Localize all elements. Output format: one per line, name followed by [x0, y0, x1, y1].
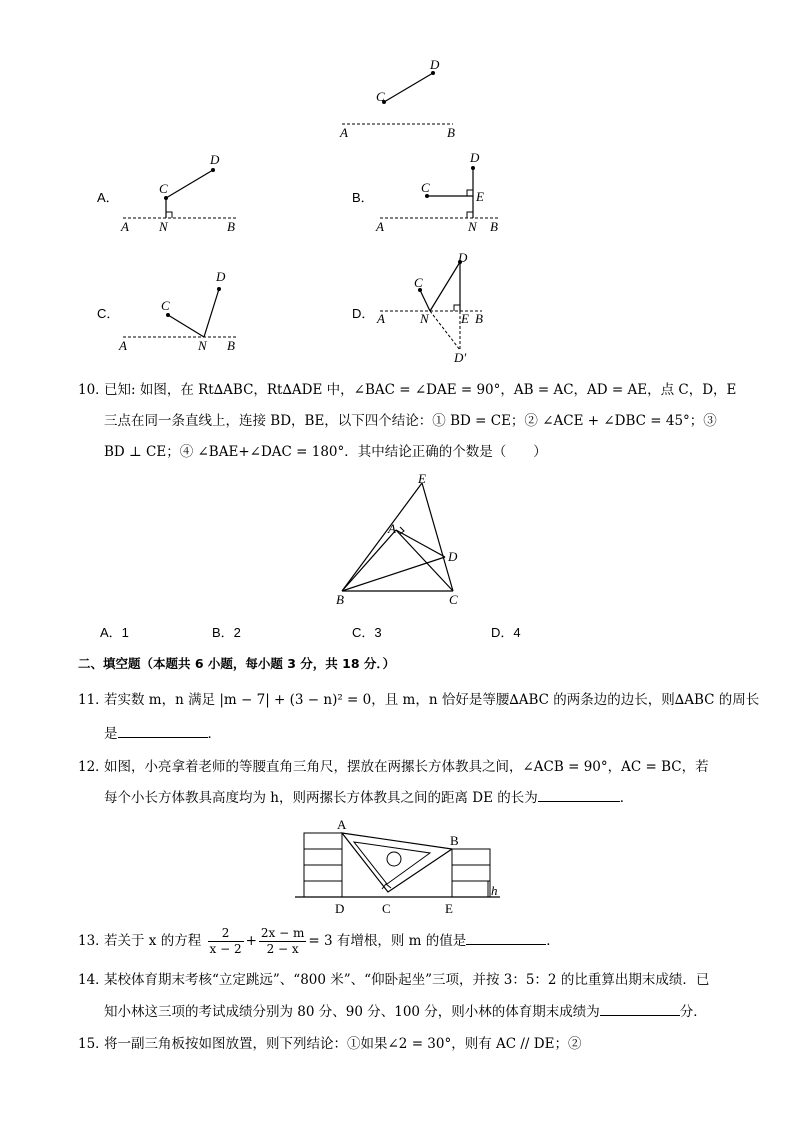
segment-cd [384, 73, 433, 102]
svg-text:h: h [491, 883, 498, 898]
svg-text:D′: D′ [454, 350, 467, 365]
svg-text:C: C [414, 275, 423, 290]
q11-number: 11． [78, 692, 109, 708]
q12-line2: 每个小长方体教具高度均为 h，则两摞长方体教具之间的距离 DE 的长为 ． [104, 787, 633, 808]
q11-answer-blank[interactable] [118, 723, 208, 738]
svg-text:B: B [227, 219, 235, 234]
q10-line2: 三点在同一条直线上，连接 BD，BE，以下四个结论：① BD = CE；② ∠ACE + ∠DBC = 45°；③ [104, 413, 717, 429]
q14-number: 14． [78, 972, 109, 988]
q14-line1: 某校体育期末考核“立定跳远”、“800 米”、“仰卧起坐”三项，并按 3：5：2 的比重算出期末成绩．已 [104, 972, 710, 988]
q11-line1: 若实数 m，n 满足 |m − 7| + (3 − n)² = 0，且 m，n 恰好是等腰∆ABC 的两条边的边长，则∆ABC 的周长 [104, 692, 760, 708]
option-a-figure [115, 150, 245, 240]
svg-text:N: N [159, 219, 168, 234]
option-a-letter: A． [97, 190, 119, 205]
svg-text:N: N [420, 311, 429, 326]
svg-text:E: E [476, 189, 484, 204]
q10-line3: BD ⊥ CE；④ ∠BAE+∠DAC = 180°．其中结论正确的个数是（ ） [104, 444, 547, 460]
svg-text:B: B [490, 219, 498, 234]
svg-text:A: A [388, 521, 396, 536]
svg-text:A: A [337, 817, 347, 832]
option-b-letter: B． [352, 190, 374, 205]
q12-answer-blank[interactable] [538, 787, 620, 802]
q14-answer-blank[interactable] [600, 1001, 680, 1016]
svg-text:C: C [161, 298, 170, 313]
option-b-figure [372, 150, 512, 240]
label-c: C [376, 89, 385, 104]
svg-text:A: A [376, 219, 384, 234]
svg-text:N: N [468, 219, 477, 234]
svg-text:D: D [216, 269, 226, 284]
svg-text:D: D [470, 150, 480, 165]
svg-text:A: A [121, 219, 129, 234]
option-d-letter: D． [352, 306, 375, 321]
svg-text:E: E [445, 901, 453, 916]
svg-text:C: C [382, 901, 391, 916]
option-d-figure [372, 250, 512, 370]
svg-text:B: B [227, 338, 235, 353]
q10-choice-c[interactable]: C．3 [352, 625, 382, 640]
svg-text:E: E [418, 471, 426, 486]
svg-text:D: D [458, 250, 468, 265]
q10-choice-a[interactable]: A．1 [100, 625, 129, 640]
q15-line1: 将一副三角板按如图放置，则下列结论：①如果∠2 = 30°，则有 AC // DE；② [104, 1036, 582, 1052]
figure-top [330, 55, 470, 145]
label-d: D [430, 57, 440, 72]
q13-number: 13． [78, 933, 109, 949]
section-2-heading: 二、填空题（本题共 6 小题，每小题 3 分，共 18 分．） [78, 656, 396, 671]
q15-number: 15． [78, 1036, 109, 1052]
label-b: B [447, 125, 455, 140]
svg-text:B: B [450, 833, 459, 848]
option-c-letter: C． [97, 306, 120, 321]
svg-text:B: B [336, 592, 344, 607]
svg-text:A: A [377, 311, 385, 326]
svg-text:E: E [461, 311, 469, 326]
q10-line1: 已知: 如图，在 Rt∆ABC，Rt∆ADE 中，∠BAC = ∠DAE = 90°，AB = AC，AD = AE，点 C，D，E [104, 382, 737, 398]
svg-text:C: C [159, 181, 168, 196]
svg-text:D: D [210, 152, 220, 167]
q13-fraction-1: $\frac{2}{x - 2}$ [209, 926, 242, 956]
svg-text:A: A [119, 338, 127, 353]
q14-line2: 知小林这三项的考试成绩分别为 80 分、90 分、100 分，则小林的体育期末成绩为 分． [104, 1001, 707, 1022]
q11-line2: 是 ． [104, 723, 221, 744]
q12-figure [290, 812, 510, 920]
svg-text:C: C [421, 180, 430, 195]
q13-line: 若关于 x 的方程 $\frac{2}{x - 2}$ + $\frac{2x - m}{2 - x}$ = 3 有增根，则 m 的值是 ． [104, 926, 560, 956]
q10-choice-b[interactable]: B．2 [212, 625, 241, 640]
svg-text:D: D [335, 901, 345, 916]
q13-fraction-2: $\frac{2x - m}{2 - x}$ [260, 926, 305, 956]
svg-text:N: N [198, 338, 207, 353]
q12-number: 12． [78, 759, 109, 775]
q12-line1: 如图，小亮拿着老师的等腰直角三角尺，摆放在两摞长方体教具之间，∠ACB = 90°，AC = BC，若 [104, 759, 709, 775]
option-c-figure [115, 265, 245, 355]
svg-text:B: B [475, 311, 483, 326]
q13-answer-blank[interactable] [466, 930, 546, 945]
svg-text:C: C [449, 592, 458, 607]
q10-number: 10． [78, 382, 109, 398]
svg-text:D: D [448, 549, 458, 564]
q10-choice-d[interactable]: D．4 [491, 625, 521, 640]
label-a: A [340, 125, 348, 140]
q10-figure [330, 470, 470, 610]
